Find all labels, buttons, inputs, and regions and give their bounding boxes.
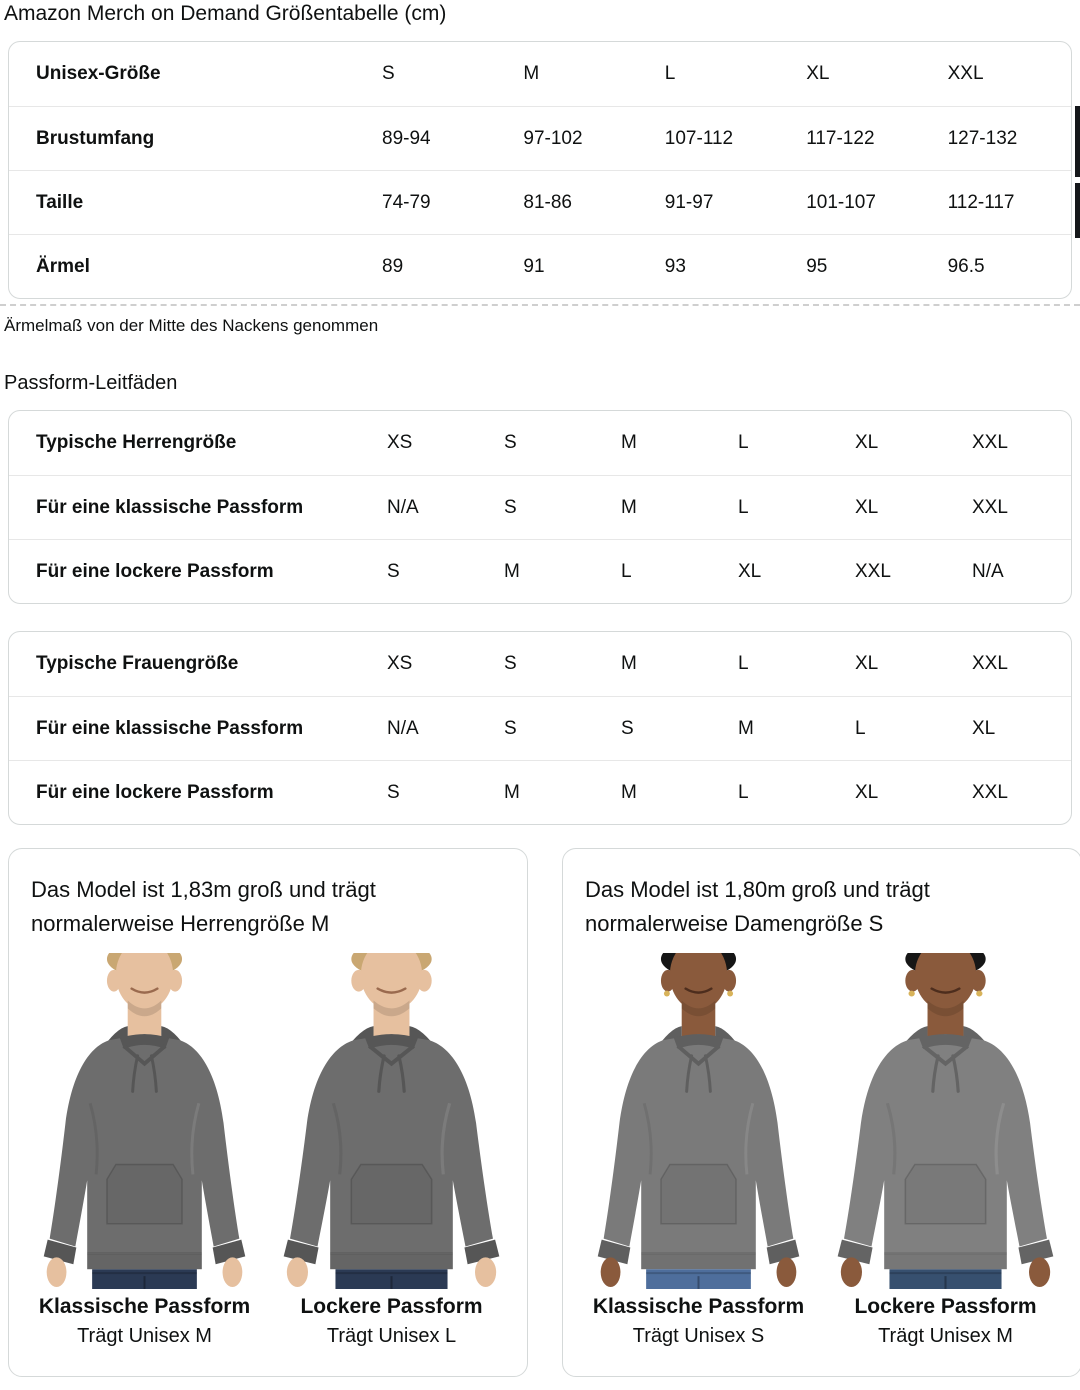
fit-name: Lockere Passform [854, 1295, 1037, 1318]
model-cards [8, 848, 1072, 1377]
size-value: N/A [387, 496, 419, 518]
womens-fit-table [8, 631, 1072, 825]
page-title: Amazon Merch on Demand Größentabelle (cm) [4, 2, 447, 25]
size-value: S [387, 781, 400, 803]
size-value: M [621, 432, 637, 453]
measurement-value: 97-102 [523, 127, 583, 149]
scrollbar-thumb[interactable] [1075, 183, 1080, 238]
size-worn: Trägt Unisex S [632, 1325, 765, 1347]
womens-model-card [562, 848, 1080, 1377]
table-row [9, 170, 1071, 234]
loose-fit-column [268, 953, 515, 1348]
table-row [9, 760, 1071, 824]
size-column-header: XXL [947, 63, 984, 84]
classic-fit-column [575, 953, 822, 1348]
size-value: S [504, 717, 517, 739]
measurement-value: 96.5 [947, 255, 985, 277]
row-label: Für eine klassische Passform [36, 717, 304, 739]
size-value: XXL [972, 781, 1008, 803]
measurement-value: 89 [382, 255, 404, 277]
male-model-loose-fit-photo [268, 953, 515, 1291]
measurement-value: 93 [664, 255, 686, 277]
mens-fit-table [8, 410, 1072, 604]
size-column-header: XL [806, 63, 830, 84]
size-value: L [738, 653, 749, 674]
measurement-value: 91-97 [664, 191, 714, 213]
size-value: S [504, 653, 517, 674]
scrollbar-thumb[interactable] [1075, 106, 1080, 177]
table-header-row [9, 411, 1071, 475]
size-value: XS [387, 653, 413, 674]
size-worn: Trägt Unisex L [326, 1325, 457, 1347]
size-value: S [621, 717, 634, 739]
size-value: XL [855, 781, 879, 803]
sleeve-measurement-note: Ärmelmaß von der Mitte des Nackens genommen [4, 316, 379, 335]
size-value: XS [387, 432, 413, 453]
size-value: XL [738, 560, 762, 582]
size-value: XL [972, 717, 996, 739]
size-value: M [621, 653, 637, 674]
size-column-header: L [664, 63, 676, 84]
row-label: Typische Herrengröße [36, 432, 237, 453]
table-row [9, 475, 1071, 539]
female-model-loose-fit-photo [822, 953, 1069, 1291]
row-label: Ärmel [36, 255, 90, 277]
size-value: S [504, 432, 517, 453]
fit-name: Klassische Passform [38, 1295, 251, 1318]
size-value: XXL [972, 653, 1008, 674]
table-row [9, 539, 1071, 603]
row-label: Taille [36, 191, 84, 213]
size-worn: Trägt Unisex M [878, 1325, 1013, 1347]
unisex-size-table [8, 41, 1072, 299]
size-value: S [387, 560, 400, 582]
size-value: M [621, 496, 637, 518]
model-description: Das Model ist 1,80m groß und trägt normalerweise Damengröße S [585, 877, 930, 936]
size-worn: Trägt Unisex M [77, 1325, 212, 1347]
row-label: Für eine lockere Passform [36, 560, 274, 582]
model-photos [575, 953, 1069, 1348]
size-column-header: S [382, 63, 395, 84]
size-value: XL [855, 496, 879, 518]
size-value: L [855, 717, 866, 739]
measurement-value: 91 [523, 255, 545, 277]
model-photos [21, 953, 515, 1348]
measurement-value: 107-112 [664, 127, 734, 149]
size-value: M [621, 781, 637, 803]
measurement-value: 81-86 [523, 191, 572, 213]
size-column-header: M [523, 63, 540, 84]
row-label: Für eine klassische Passform [36, 496, 304, 518]
measurement-value: 112-117 [947, 191, 1015, 213]
fit-name: Klassische Passform [592, 1295, 805, 1318]
table-row [9, 696, 1071, 760]
row-label: Brustumfang [36, 127, 155, 149]
table-row [9, 106, 1071, 170]
mens-model-card [8, 848, 528, 1377]
size-value: XXL [855, 560, 891, 582]
measurement-value: 127-132 [947, 127, 1018, 149]
size-value: XL [855, 653, 879, 674]
size-value: M [504, 781, 520, 803]
size-value: XL [855, 432, 879, 453]
row-label: Unisex-Größe [36, 63, 161, 84]
female-model-classic-fit-photo [575, 953, 822, 1291]
model-description: Das Model ist 1,83m groß und trägt normalerweise Herrengröße M [31, 877, 376, 936]
row-label: Für eine lockere Passform [36, 781, 274, 803]
loose-fit-column [822, 953, 1069, 1348]
table-header-row [9, 42, 1071, 106]
fit-name: Lockere Passform [300, 1295, 483, 1318]
dashed-divider [0, 304, 1080, 306]
size-value: N/A [972, 560, 1004, 582]
size-value: M [504, 560, 520, 582]
table-row [9, 234, 1071, 298]
size-value: L [738, 781, 749, 803]
table-header-row [9, 632, 1071, 696]
measurement-value: 74-79 [382, 191, 431, 213]
classic-fit-column [21, 953, 268, 1348]
size-value: XXL [972, 496, 1008, 518]
measurement-value: 117-122 [806, 127, 875, 149]
size-value: XXL [972, 432, 1008, 453]
measurement-value: 89-94 [382, 127, 431, 149]
size-value: S [504, 496, 517, 518]
size-value: L [738, 432, 749, 453]
male-model-classic-fit-photo [21, 953, 268, 1291]
size-value: L [621, 560, 632, 582]
row-label: Typische Frauengröße [36, 653, 239, 674]
size-value: N/A [387, 717, 419, 739]
measurement-value: 95 [806, 255, 828, 277]
measurement-value: 101-107 [806, 191, 876, 213]
size-value: L [738, 496, 749, 518]
fit-guides-heading: Passform-Leitfäden [4, 372, 178, 394]
size-value: M [738, 717, 754, 739]
